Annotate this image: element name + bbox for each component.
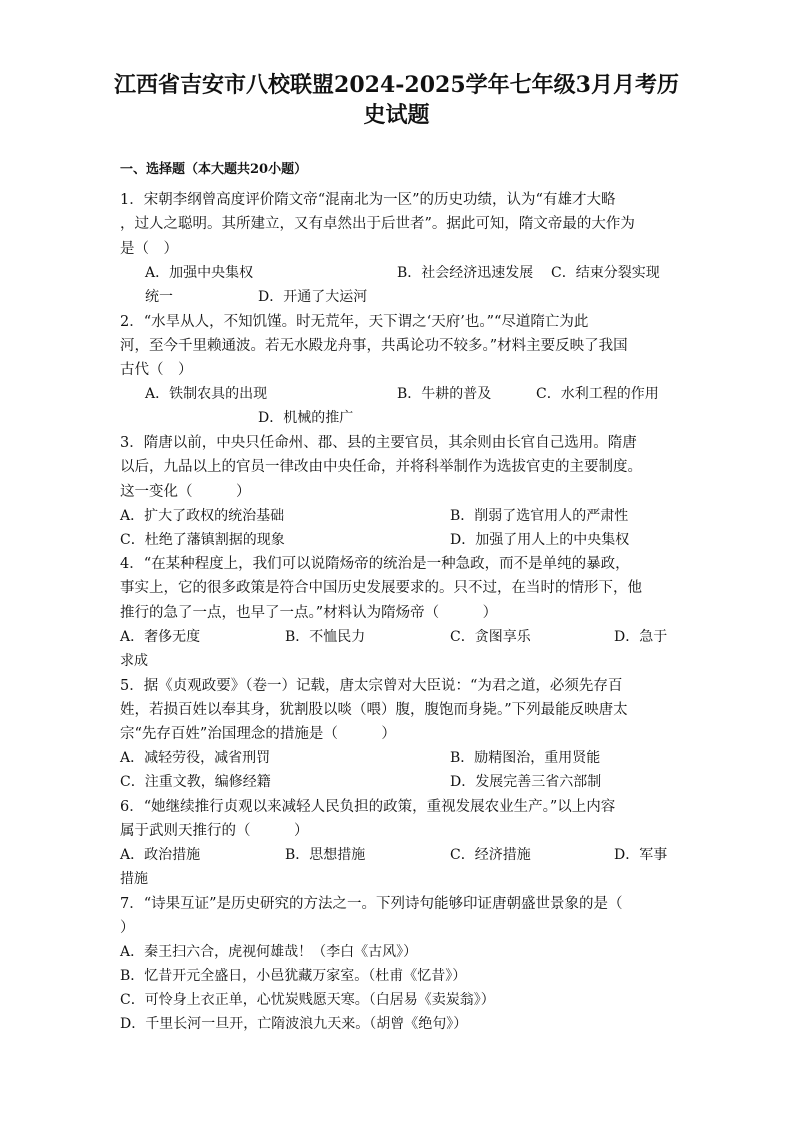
q5-option-b: B．励精图治，重用贤能 [450,750,601,766]
q7-option-a: A．秦王扫六合，虎视何雄哉！（李白《古风》） [120,944,418,960]
q4-line-2: 事实上，它的很多政策是符合中国历史发展要求的。只不过，在当时的情形下，他 [120,580,642,596]
q4-option-d-cont: 求成 [120,653,148,669]
q4-line-1: 4．“在某种程度上，我们可以说隋炀帝的统治是一种急政，而不是单纯的暴政， [120,556,630,572]
q3-option-b: B．削弱了选官用人的严肃性 [450,508,629,524]
q5-line-2: 姓，若损百姓以奉其身，犹割股以啖（喂）腹，腹饱而身毙。”下列最能反映唐太 [120,702,628,718]
q6-line-1: 6．“她继续推行贞观以来减轻人民负担的政策，重视发展农业生产。”以上内容 [120,799,616,815]
q4-option-d: D．急于 [614,629,668,645]
q1-option-c: C．结束分裂实现 [551,265,660,281]
q4-option-b: B．不恤民力 [285,629,366,645]
q6-option-b: B．思想措施 [285,847,366,863]
q5-line-3: 宗“先存百姓”治国理念的措施是（ ） [120,726,396,742]
q6-option-d-cont: 措施 [120,871,148,887]
q1-option-a: A．加强中央集权 [145,265,254,281]
q3-option-a: A．扩大了政权的统治基础 [120,508,285,524]
q7-option-c: C．可怜身上衣正单，心忧炭贱愿天寒。（白居易《卖炭翁》） [120,992,495,1008]
q4-option-a: A．奢侈无度 [120,629,201,645]
q6-line-2: 属于武则天推行的（ ） [120,823,309,839]
q3-option-c: C．杜绝了藩镇割据的现象 [120,532,285,548]
q3-line-3: 这一变化（ ） [120,484,251,500]
q2-line-3: 古代（ ） [120,362,193,378]
q5-option-c: C．注重文教，编修经籍 [120,774,271,790]
q5-option-a: A．减轻劳役，减省刑罚 [120,750,271,766]
q1-line-2: ，过人之聪明。其所建立，又有卓然出于后世者”。据此可知，隋文帝最的大作为 [120,216,635,232]
q2-option-b: B．牛耕的普及 [397,386,492,402]
q6-option-c: C．经济措施 [450,847,531,863]
title-line-2: 史试题 [363,102,430,128]
q2-option-c: C．水利工程的作用 [536,386,659,402]
q1-line-1: 1．宋朝李纲曾高度评价隋文帝“混南北为一区”的历史功绩，认为“有雄才大略 [120,192,616,208]
q7-line-1: 7．“诗果互证”是历史研究的方法之一。下列诗句能够印证唐朝盛世景象的是（ [120,896,623,912]
q6-option-a: A．政治措施 [120,847,201,863]
q1-option-c-cont: 统一 [145,289,173,305]
q2-line-2: 河，至今千里赖通波。若无水殿龙舟事，共禹论功不较多。”材料主要反映了我国 [120,338,628,354]
q5-line-1: 5．据《贞观政要》（卷一）记载，唐太宗曾对大臣说：“为君之道，必须先存百 [120,678,623,694]
q6-option-d: D．军事 [614,847,668,863]
title-line-1: 江西省吉安市八校联盟2024-2025学年七年级3月月考历 [114,72,679,98]
q4-option-c: C．贪图享乐 [450,629,531,645]
q1-option-d: D．开通了大运河 [258,289,368,305]
q7-option-d: D．千里长河一旦开，亡隋波浪九天来。（胡曾《绝句》） [120,1016,468,1032]
q5-option-d: D．发展完善三省六部制 [450,774,602,790]
q3-line-2: 以后，九品以上的官员一律改由中央任命，并将科举制作为选拔官吏的主要制度。 [120,459,642,475]
q3-option-d: D．加强了用人上的中央集权 [450,532,630,548]
q1-line-3: 是（ ） [120,241,178,257]
q3-line-1: 3．隋唐以前，中央只任命州、郡、县的主要官员，其余则由长官自己选用。隋唐 [120,435,637,451]
section-heading: 一、选择题（本大题共20小题） [120,162,308,177]
q7-option-b: B．忆昔开元全盛日，小邑犹藏万家室。（杜甫《忆昔》） [120,968,467,984]
q4-line-3: 推行的急了一点，也早了一点。”材料认为隋炀帝（ ） [120,605,498,621]
q7-line-2: ） [120,920,135,936]
q1-option-b: B．社会经济迅速发展 [397,265,534,281]
q2-option-d: D．机械的推广 [258,410,354,426]
q2-option-a: A．铁制农具的出现 [145,386,268,402]
q2-line-1: 2．“水旱从人，不知饥馑。时无荒年，天下谓之‘天府’也。”“尽道隋亡为此 [120,314,589,330]
exam-title [80,70,713,130]
